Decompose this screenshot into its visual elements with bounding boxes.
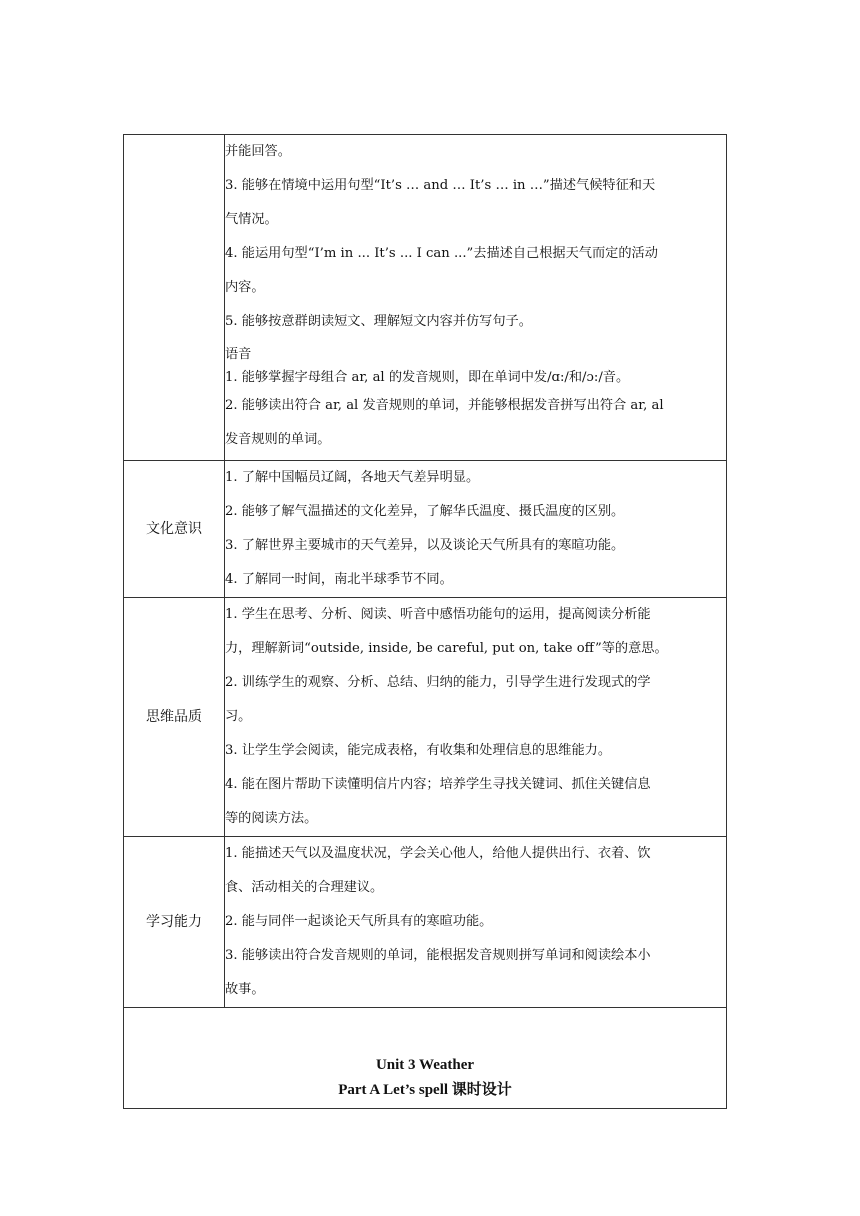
row-label: 学习能力 — [124, 837, 225, 1008]
lesson-design-table — [123, 134, 727, 1109]
content-line: 4. 能运用句型“I’m in ... It’s ... I can ...”去描述自己根据天气而定的活动 — [225, 246, 658, 261]
content-line: 4. 了解同一时间，南北半球季节不同。 — [225, 572, 453, 587]
content-line: 3. 让学生学会阅读，能完成表格，有收集和处理信息的思维能力。 — [225, 743, 612, 758]
content-line: 2. 能够了解气温描述的文化差异，了解华氏温度、摄氏温度的区别。 — [225, 504, 625, 519]
content-line: 5. 能够按意群朗读短文、理解短文内容并仿写句子。 — [225, 314, 532, 329]
content-line: 3. 能够读出符合发音规则的单词，能根据发音规则拼写单词和阅读绘本小 — [225, 948, 651, 963]
table-row — [124, 1008, 727, 1109]
content-line: 力，理解新词“outside, inside, be careful, put on, take off”等的意思。 — [225, 641, 668, 656]
content-line: 并能回答。 — [225, 144, 291, 159]
table-row — [124, 837, 727, 1008]
lesson-title-cell — [124, 1008, 727, 1109]
content-line: 3. 了解世界主要城市的天气差异，以及谈论天气所具有的寒暄功能。 — [225, 538, 625, 553]
content-line: 故事。 — [225, 982, 265, 997]
content-line: 2. 能与同伴一起谈论天气所具有的寒暄功能。 — [225, 914, 493, 929]
content-line: 2. 能够读出符合 ar, al 发音规则的单词，并能够根据发音拼写出符合 ar, al — [225, 398, 664, 413]
lesson-title: Part A Let’s spell 课时设计 — [338, 1082, 512, 1098]
content-line: 内容。 — [225, 280, 265, 295]
content-line: 气情况。 — [225, 212, 278, 227]
content-line: 发音规则的单词。 — [225, 432, 331, 447]
content-line: 1. 了解中国幅员辽阔，各地天气差异明显。 — [225, 470, 480, 485]
unit-title: Unit 3 Weather — [375, 1057, 475, 1073]
row-label: 思维品质 — [124, 598, 225, 837]
row-content — [225, 837, 727, 1008]
content-line: 3. 能够在情境中运用句型“It’s … and … It’s … in …”描述气候特征和天 — [225, 178, 656, 193]
content-line: 2. 训练学生的观察、分析、总结、归纳的能力，引导学生进行发现式的学 — [225, 675, 651, 690]
row-content — [225, 461, 727, 598]
section-heading: 语音 — [225, 347, 252, 362]
table-row — [124, 598, 727, 837]
row-label: 文化意识 — [124, 461, 225, 598]
row-content — [225, 598, 727, 837]
content-line: 等的阅读方法。 — [225, 811, 318, 826]
content-line: 1. 能够掌握字母组合 ar, al 的发音规则，即在单词中发/ɑ:/和/ɔ:/音。 — [225, 370, 630, 385]
table-row — [124, 461, 727, 598]
table-row — [124, 135, 727, 461]
content-line: 习。 — [225, 709, 252, 724]
row-content — [225, 135, 727, 461]
content-line: 1. 学生在思考、分析、阅读、听音中感悟功能句的运用，提高阅读分析能 — [225, 607, 651, 622]
content-line: 1. 能描述天气以及温度状况，学会关心他人，给他人提供出行、衣着、饮 — [225, 846, 651, 861]
row-label — [124, 135, 225, 461]
content-line: 食、活动相关的合理建议。 — [225, 880, 384, 895]
content-line: 4. 能在图片帮助下读懂明信片内容；培养学生寻找关键词、抓住关键信息 — [225, 777, 651, 792]
